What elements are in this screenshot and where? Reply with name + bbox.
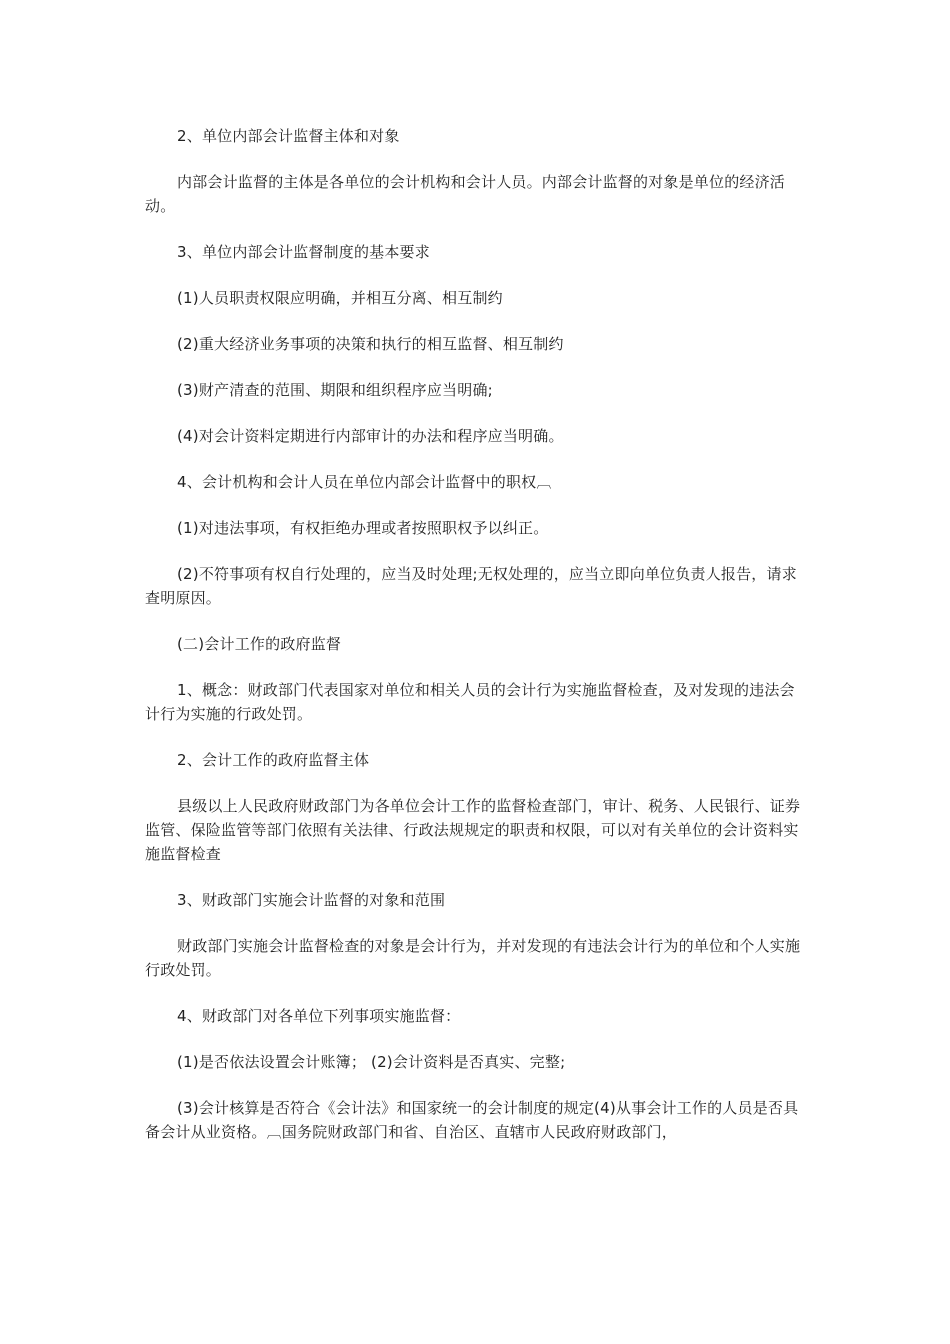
section-heading: 4、财政部门对各单位下列事项实施监督： — [177, 1007, 461, 1025]
section-heading: 4、会计机构和会计人员在单位内部会计监督中的职权︹ — [177, 473, 552, 491]
body-paragraph: 1、概念：财政部门代表国家对单位和相关人员的会计行为实施监督检查，及对发现的违法会计行为实施的行政处罚。 — [145, 681, 795, 723]
body-paragraph: 财政部门实施会计监督检查的对象是会计行为，并对发现的有违法会计行为的单位和个人实施行政处罚。 — [145, 937, 801, 979]
list-item: (1)对违法事项，有权拒绝办理或者按照职权予以纠正。 — [177, 519, 549, 537]
list-item: (2)不符事项有权自行处理的，应当及时处理;无权处理的，应当立即向单位负责人报告，请求查明原因。 — [145, 565, 797, 607]
list-item: (3)会计核算是否符合《会计法》和国家统一的会计制度的规定(4)从事会计工作的人员是否具备会计从业资格。︹国务院财政部门和省、自治区、直辖市人民政府财政部门， — [145, 1099, 799, 1141]
list-item: (1)是否依法设置会计账簿； (2)会计资料是否真实、完整; — [177, 1053, 566, 1071]
list-item: (2)重大经济业务事项的决策和执行的相互监督、相互制约 — [177, 335, 564, 353]
list-item: (4)对会计资料定期进行内部审计的办法和程序应当明确。 — [177, 427, 564, 445]
section-heading: (二)会计工作的政府监督 — [177, 635, 342, 653]
document-body — [145, 124, 805, 1166]
section-heading: 3、单位内部会计监督制度的基本要求 — [177, 243, 430, 261]
body-paragraph: 县级以上人民政府财政部门为各单位会计工作的监督检查部门，审计、税务、人民银行、证券监管、保险监管等部门依照有关法律、行政法规规定的职责和权限，可以对有关单位的会计资料实施监督检查 — [145, 797, 801, 863]
section-heading: 2、单位内部会计监督主体和对象 — [177, 127, 400, 145]
body-paragraph: 内部会计监督的主体是各单位的会计机构和会计人员。内部会计监督的对象是单位的经济活动。 — [145, 173, 786, 215]
section-heading: 2、会计工作的政府监督主体 — [177, 751, 370, 769]
list-item: (1)人员职责权限应明确，并相互分离、相互制约 — [177, 289, 503, 307]
section-heading: 3、财政部门实施会计监督的对象和范围 — [177, 891, 446, 909]
list-item: (3)财产清查的范围、期限和组织程序应当明确; — [177, 381, 493, 399]
